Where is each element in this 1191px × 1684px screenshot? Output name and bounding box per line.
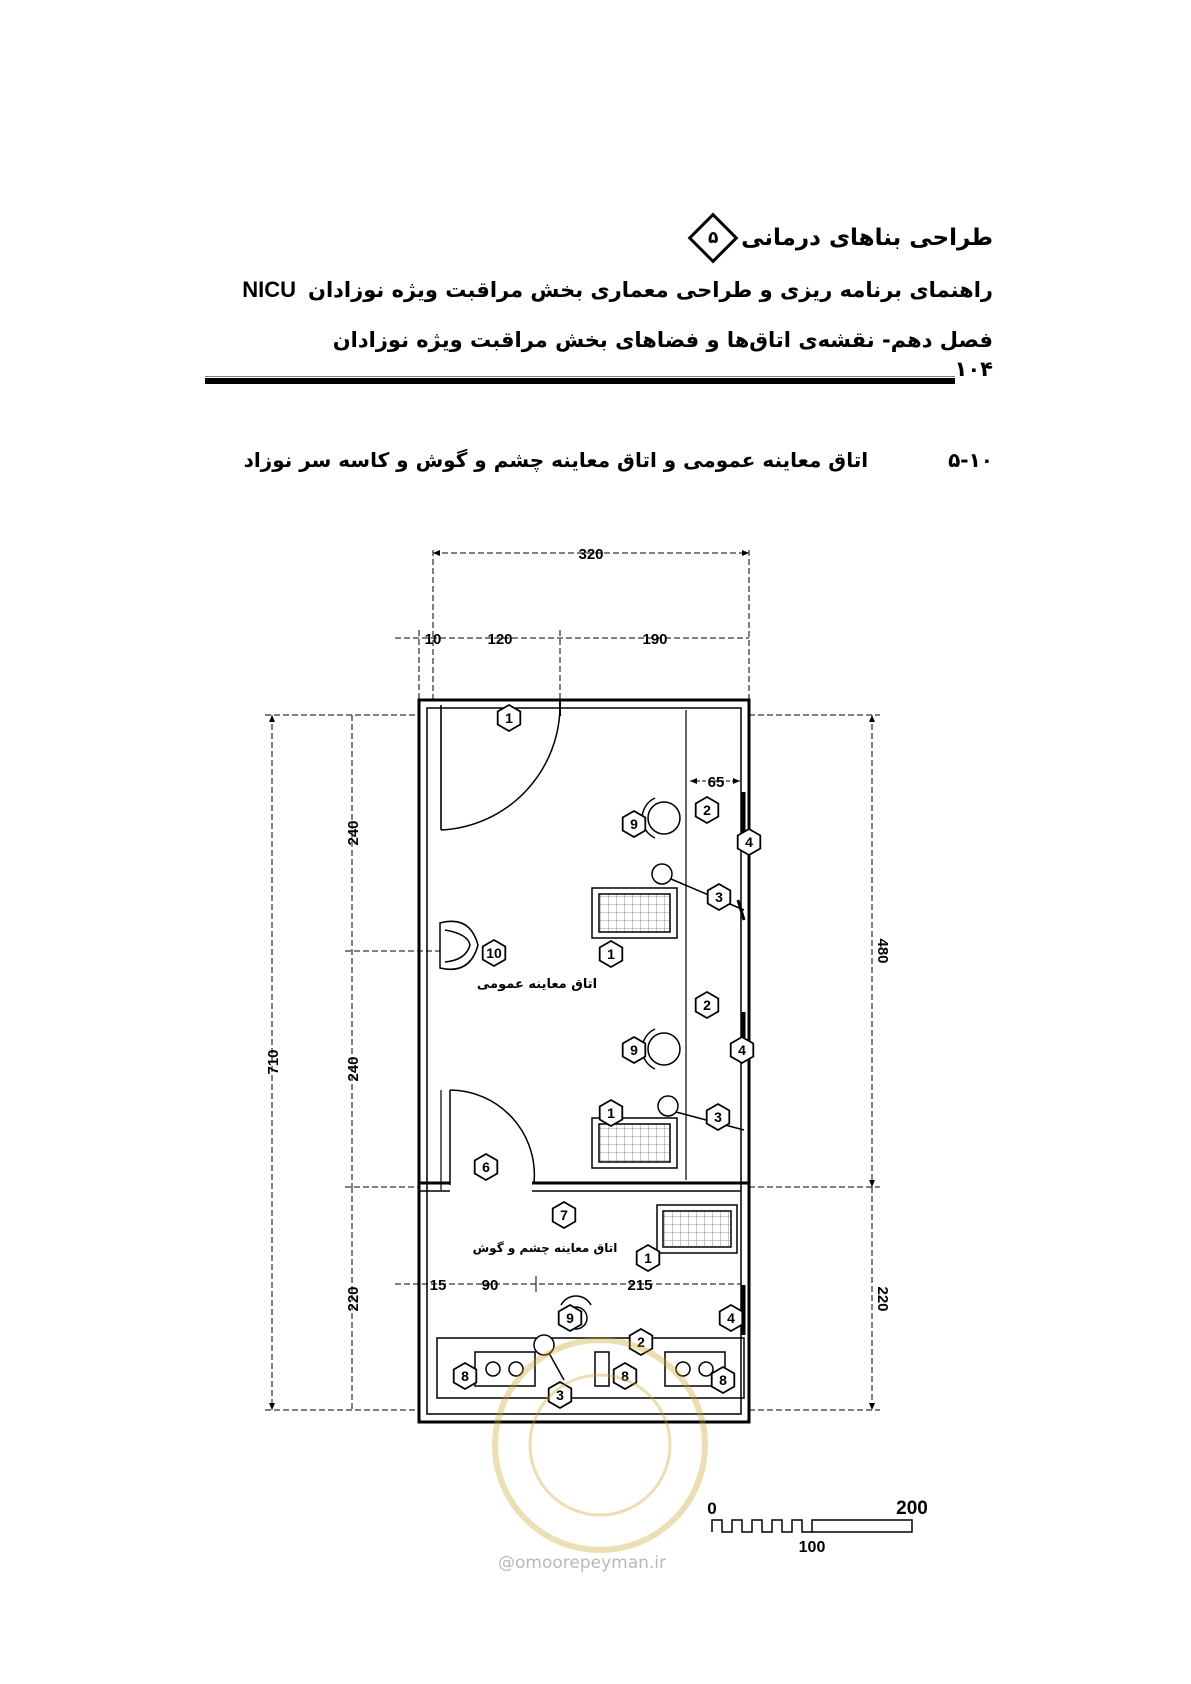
item-tag-number: 7 [560, 1207, 568, 1223]
dim-right-lower: 220 [874, 1286, 891, 1312]
page-number: ۱۰۴ [954, 357, 993, 381]
dim-left-lower: 220 [345, 1286, 362, 1312]
dim-top-rest: 190 [642, 631, 668, 648]
dim-top-total: 320 [578, 546, 604, 563]
item-tag-number: 4 [738, 1042, 746, 1058]
dim-left-total: 710 [265, 1049, 282, 1075]
figure-title: اتاق معاینه عمومی و اتاق معاینه چشم و گوش و کاسه سر نوزاد [243, 448, 869, 472]
dim-lower-rest: 215 [627, 1277, 653, 1294]
item-tag-number: 3 [715, 889, 723, 905]
item-tag-number: 3 [714, 1109, 722, 1125]
item-tag-number: 9 [630, 816, 638, 832]
dim-lower-wall: 15 [429, 1277, 447, 1294]
dimension-labels [265, 546, 891, 1312]
room-label-eye-ear: اتاق معاینه چشم و گوش [472, 1241, 618, 1255]
scale-mid: 100 [798, 1539, 826, 1556]
subtitle-code: NICU [242, 277, 297, 302]
item-tag-number: 10 [486, 945, 502, 961]
chapter-title: فصل دهم- نقشه‌ی اتاق‌ها و فضاهای بخش مراقبت ویژه نوزادان [332, 328, 993, 352]
item-tag-number: 4 [727, 1310, 735, 1326]
item-tag-number: 1 [505, 710, 513, 726]
item-tag-number: 9 [630, 1042, 638, 1058]
series-title: طراحی بناهای درمانی [741, 225, 993, 251]
room-label-general: اتاق معاینه عمومی [476, 977, 598, 992]
item-tag-number: 3 [556, 1387, 564, 1403]
dim-top-wall: 10 [424, 631, 442, 648]
dim-lower-door: 90 [481, 1277, 499, 1294]
dim-top-door: 120 [487, 631, 513, 648]
item-tag-number: 9 [566, 1310, 574, 1326]
item-tag-number: 6 [482, 1159, 490, 1175]
dim-right-upper: 480 [874, 938, 891, 964]
item-tag-number: 4 [745, 834, 753, 850]
item-tag-number: 1 [644, 1250, 652, 1266]
item-tags [454, 705, 761, 1408]
scale-end: 200 [896, 1498, 928, 1519]
dim-inner-65: 65 [707, 774, 725, 791]
series-number: ۵ [707, 228, 719, 249]
item-tag-number: 2 [703, 802, 711, 818]
dim-left-upper-a: 240 [345, 820, 362, 846]
subtitle: راهنمای برنامه ریزی و طراحی معماری بخش مراقبت ویژه نوزادان [308, 278, 993, 302]
scale-bar [712, 1520, 912, 1532]
item-tag-number: 8 [461, 1368, 469, 1384]
item-tag-number: 8 [621, 1368, 629, 1384]
item-tag-number: 2 [703, 997, 711, 1013]
item-tag-number: 2 [637, 1334, 645, 1350]
figure-number: ۵-۱۰ [948, 448, 993, 472]
watermark-text: @omoorepeyman.ir [498, 1553, 667, 1573]
item-tag-number: 1 [607, 946, 615, 962]
furniture [440, 792, 744, 1386]
dim-left-upper-b: 240 [345, 1056, 362, 1082]
item-tag-number: 8 [719, 1372, 727, 1388]
item-tag-number: 1 [607, 1105, 615, 1121]
scale-start: 0 [707, 1499, 717, 1518]
